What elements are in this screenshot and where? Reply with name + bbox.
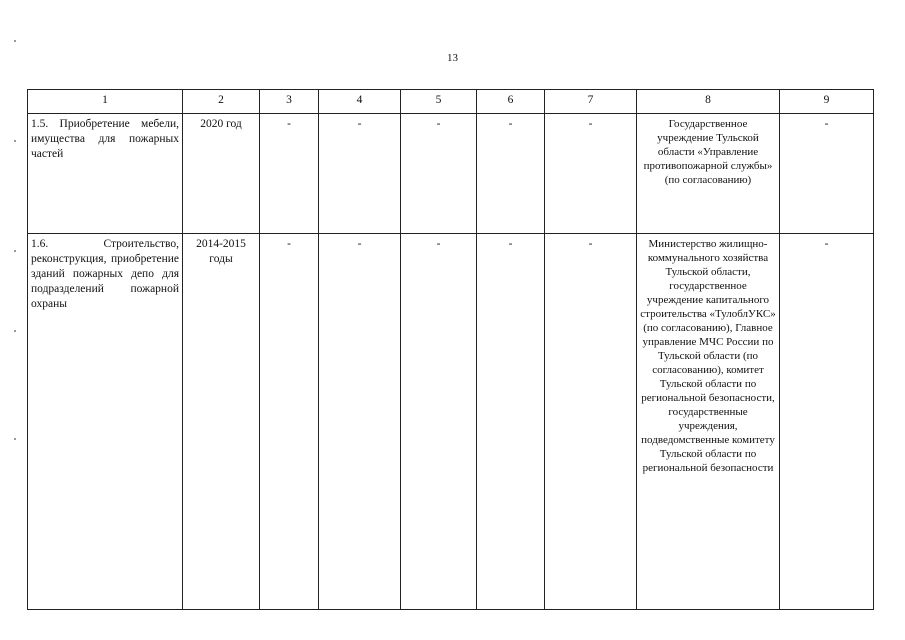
- period-cell: 2014-2015 годы: [183, 234, 260, 610]
- column-header-4: 4: [319, 90, 401, 114]
- value-cell: -: [477, 234, 545, 610]
- scan-artifact: [14, 250, 16, 252]
- scan-artifact: [14, 140, 16, 142]
- table-row: [28, 114, 874, 234]
- executor-cell: Государственное учреждение Тульской области «Управление противопожарной службы» (по согласованию): [637, 114, 780, 234]
- table-row: [28, 234, 874, 610]
- value-cell: -: [545, 114, 637, 234]
- value-cell: -: [780, 114, 874, 234]
- header-row: [28, 90, 874, 114]
- scan-artifact: [14, 330, 16, 332]
- value-cell: -: [401, 114, 477, 234]
- period-cell: 2020 год: [183, 114, 260, 234]
- value-cell: -: [260, 234, 319, 610]
- executor-cell: Министерство жилищно-коммунального хозяйства Тульской области, государственное учреждение капитального строительства «ТулоблУКС» (по согласованию), Главное управление МЧС России по Тульской области (по согласованию), комитет Тульской области по региональной безопасности, государственные учреждения, подведомственные комитету Тульской области по региональной безопасности: [637, 234, 780, 610]
- activity-name-cell: 1.6. Строительство, реконструкция, приобретение зданий пожарных депо для подразделений пожарной охраны: [28, 234, 183, 610]
- value-cell: -: [319, 234, 401, 610]
- column-header-2: 2: [183, 90, 260, 114]
- value-cell: -: [545, 234, 637, 610]
- column-header-5: 5: [401, 90, 477, 114]
- column-header-1: 1: [28, 90, 183, 114]
- column-header-7: 7: [545, 90, 637, 114]
- scan-artifact: [14, 40, 16, 42]
- value-cell: -: [477, 114, 545, 234]
- value-cell: -: [260, 114, 319, 234]
- program-table: [27, 89, 874, 610]
- scan-artifact: [14, 438, 16, 440]
- column-header-3: 3: [260, 90, 319, 114]
- value-cell: -: [401, 234, 477, 610]
- column-header-9: 9: [780, 90, 874, 114]
- column-header-6: 6: [477, 90, 545, 114]
- page-number: 13: [447, 52, 458, 64]
- value-cell: -: [319, 114, 401, 234]
- value-cell: -: [780, 234, 874, 610]
- column-header-8: 8: [637, 90, 780, 114]
- activity-name-cell: 1.5. Приобретение мебели, имущества для пожарных частей: [28, 114, 183, 234]
